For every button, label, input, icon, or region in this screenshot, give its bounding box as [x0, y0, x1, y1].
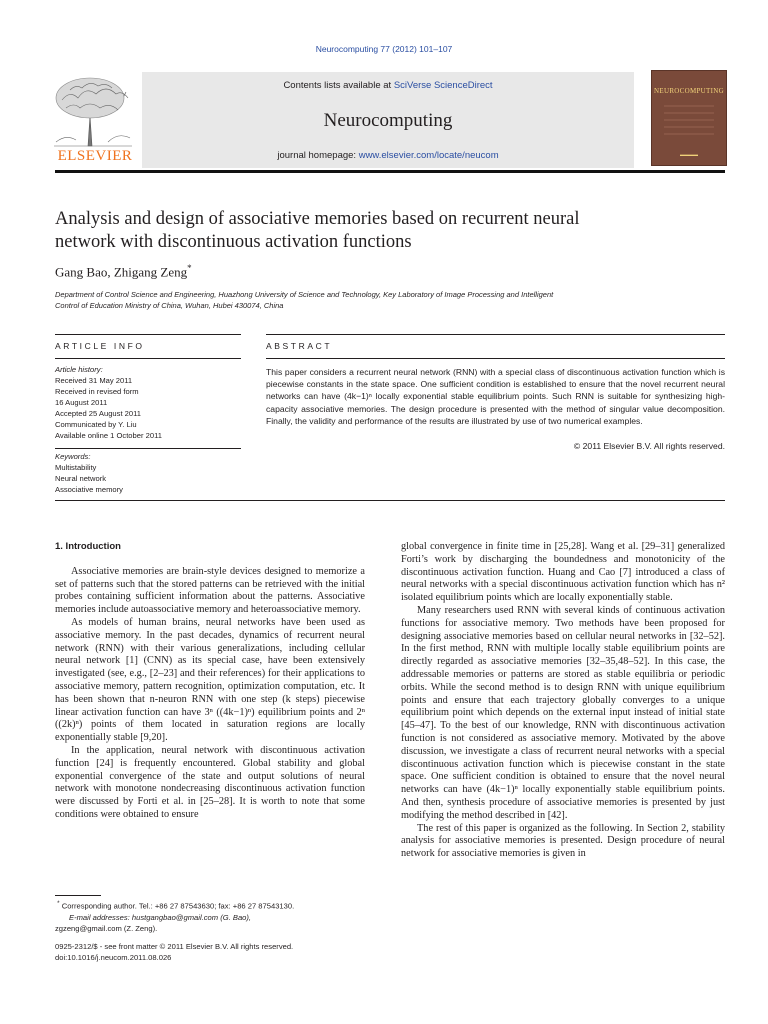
contents-prefix: Contents lists available at [283, 80, 394, 91]
journal-name: Neurocomputing [323, 110, 453, 131]
authors: Gang Bao, Zhigang Zeng [55, 264, 188, 280]
journal-reference[interactable]: Neurocomputing 77 (2012) 101–107 [315, 44, 453, 54]
cover-graphic [664, 101, 714, 141]
article-title [55, 208, 725, 254]
affiliation-line-1: Department of Control Science and Engineering, Huazhong University of Science and Technology, Key Laboratory of Image Processing and Intelligent [55, 290, 554, 299]
history-item: Available online 1 October 2011 [55, 431, 162, 440]
footnote [55, 898, 375, 934]
front-matter-footer [55, 941, 395, 963]
history-item: Received in revised form [55, 387, 139, 396]
history-item: Accepted 25 August 2011 [55, 409, 141, 418]
header-rule [55, 170, 725, 173]
article-info-heading: ARTICLE INFO [55, 341, 145, 351]
doi-line[interactable]: doi:10.1016/j.neucom.2011.08.026 [55, 953, 172, 962]
abstract-text: This paper considers a recurrent neural network (RNN) with a special class of discontinuous activation function which is piecewise constants in the state space. One sufficient condition is established to ensure that the novel recurrent neural networks can have (4k−1)ⁿ locally exponential stable equilibrium points. Such RNN is suitable for synthesizing high-capacity associative memories. The design procedure is presented with the method of singular value decomposition. Finally, the validity and performance of the results are illustrated by use of two numerical examples. [266, 367, 725, 426]
abstract-rule-mid [266, 358, 725, 359]
paragraph: In the application, neural network with discontinuous activation function [24] is frequently encountered. Global stability and global exponential convergence of the state and output solutions of neural network with monotone nondecreasing discontinuous activation function were discussed by Forti et al. in [25–28]. It is worth to note that some conditions were obtained to ensure [55, 744, 365, 820]
title-line-2: network with discontinuous activation functions [55, 232, 412, 252]
corresponding-author-mark[interactable]: * [187, 263, 192, 273]
footnote-rule [55, 895, 101, 896]
homepage-link[interactable]: www.elsevier.com/locate/neucom [358, 150, 499, 161]
journal-homepage [142, 150, 634, 161]
elsevier-wordmark: ELSEVIER [57, 148, 133, 164]
footnote-contact: Corresponding author. Tel.: +86 27 87543630; fax: +86 27 87543130. [59, 901, 295, 911]
keywords-rule [55, 448, 241, 449]
article-info-rule-top [55, 334, 241, 335]
history-item: Communicated by Y. Liu [55, 420, 137, 429]
elsevier-tree-logo [52, 76, 134, 148]
paragraph: Many researchers used RNN with several kinds of continuous activation functions for associative memory. Two methods have been proposed for designing associative memories based on cellular neural networks in [32–52]. In the first method, RNN with multiple locally stable equilibrium points are directly regarded as associative memories [32–35,48–52]. In this case, the addressable memories or patterns are stored as stable equilibria or periodic orbits. While the second method is to design RNN with unique equilibrium points and ensure that each trajectory globally converges to a unique equilibrium point which depends on the external input instead of initial state [45–47]. To the best of our knowledge, RNN with discontinuous activation function is not considered as associative memory. Motivated by the above discussion, we investigate a class of recurrent neural networks with a special discontinuous activation function which is piecewise constant in the state space. One sufficient condition is obtained to ensure that the novel neural networks can have (4k−1)ⁿ locally exponentially stable equilibrium points. And then, synthesis procedure of associative memories is presented by just modifying the method described in [42]. [401, 604, 725, 821]
cover-subtitle-glyph: ▬▬▬▬ [680, 152, 698, 157]
cover-title: NEUROCOMPUTING [654, 87, 724, 95]
keyword-item: Neural network [55, 474, 107, 483]
issn-line: 0925-2312/$ - see front matter © 2011 Elsevier B.V. All rights reserved. [55, 942, 294, 951]
paragraph: global convergence in finite time in [25,28]. Wang et al. [29–31] generalized Forti’s work by discharging the boundedness and monotonicity of the discontinuous activation function. Huang and Cao [7] introduced a class of neural networks with a special discontinuous activation function which has n² isolated equilibrium points which are locally exponentially stable. [401, 541, 725, 604]
history-item: 16 August 2011 [55, 398, 108, 407]
paragraph: Associative memories are brain-style devices designed to memorize a set of patterns such that the stored patterns can be retrieved with the initial probes containing sufficient information about the patterns. Associative memories include autoassociative memory and heteroassociative memory. [55, 565, 365, 616]
keyword-item: Associative memory [55, 485, 123, 494]
abstract-rule-top [266, 334, 725, 335]
footnote-email-2[interactable]: zgzeng@gmail.com (Z. Zeng). [55, 923, 158, 933]
paragraph: As models of human brains, neural networks have been used as associative memory. In the past decades, dynamics of recurrent neural network (RNN) with their various generalizations, including cellular neural network [1] (CNN) as its special case, have been extensively investigated (see, e.g., [2–23] and their references) for their applications to associative memory, pattern recognition, optimization computation, etc. It has been shown that n-neuron RNN with one step (k steps) piecewise linear activation function can have 3ⁿ ((4k−1)ⁿ) equilibrium points and 2ⁿ ((2k)ⁿ) points of them located in saturation regions are locally exponentially stable [9,20]. [55, 616, 365, 744]
affiliation-line-2: Control of Education Ministry of China, Wuhan, Hubei 430074, China [55, 301, 284, 310]
homepage-prefix: journal homepage: [277, 150, 359, 161]
journal-cover-thumbnail[interactable] [651, 70, 727, 166]
keywords-label: Keywords: [55, 452, 91, 461]
affiliation [55, 289, 725, 311]
section-heading-introduction: 1. Introduction [55, 541, 121, 552]
body-right-column [401, 541, 725, 861]
article-info-rule-mid [55, 358, 241, 359]
body-left-column [55, 541, 365, 822]
abstract-copyright: © 2011 Elsevier B.V. All rights reserved. [573, 441, 725, 451]
article-history [55, 364, 241, 441]
history-item: Received 31 May 2011 [55, 376, 133, 385]
keywords [55, 451, 241, 495]
sciencedirect-link[interactable]: SciVerse ScienceDirect [393, 80, 493, 91]
front-matter-bottom-rule [55, 500, 725, 501]
keyword-item: Multistability [55, 463, 97, 472]
footnote-emails[interactable]: E-mail addresses: hustgangbao@gmail.com (G. Bao), [69, 912, 252, 922]
author-list [55, 263, 192, 280]
contents-line [142, 80, 634, 91]
paragraph: The rest of this paper is organized as the following. In Section 2, stability analysis for associative memories is presented. Design procedure of neural network for associative memories is given in [401, 822, 725, 860]
article-history-label: Article history: [55, 365, 103, 374]
title-line-1: Analysis and design of associative memories based on recurrent neural [55, 209, 580, 229]
abstract-heading: ABSTRACT [266, 341, 333, 351]
footnote-mark: * [57, 900, 60, 907]
